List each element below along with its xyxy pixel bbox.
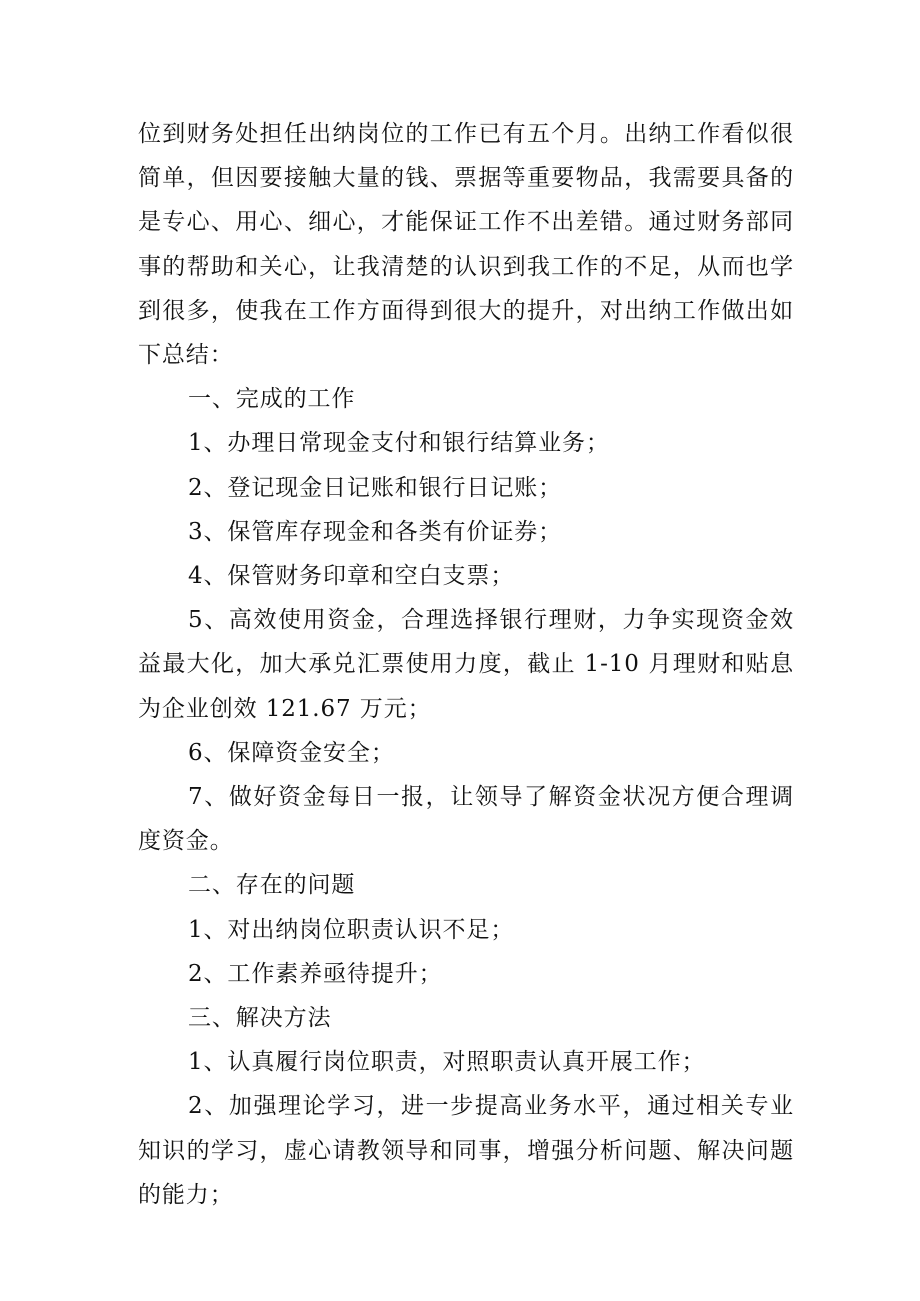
intro-paragraph: 位到财务处担任出纳岗位的工作已有五个月。出纳工作看似很简单，但因要接触大量的钱、票据等重要物品，我需要具备的是专心、用心、细心，才能保证工作不出差错。通过财务部同事的帮助和关心，让我清楚的认识到我工作的不足，从而也学到很多，使我在工作方面得到很大的提升，对出纳工作做出如下总结： xyxy=(138,121,794,369)
section-heading-problems: 二、存在的问题 xyxy=(188,872,356,899)
document-body xyxy=(138,112,794,1217)
list-item: 1、对出纳岗位职责认识不足； xyxy=(188,916,515,943)
list-item: 1、认真履行岗位职责，对照职责认真开展工作； xyxy=(188,1049,706,1076)
list-item: 3、保管库存现金和各类有价证券； xyxy=(188,518,563,545)
list-item: 6、保障资金安全； xyxy=(188,739,395,766)
list-item: 7、做好资金每日一报，让领导了解资金状况方便合理调度资金。 xyxy=(138,784,794,855)
section-heading-completed-work: 一、完成的工作 xyxy=(188,386,356,413)
section-heading-solutions: 三、解决方法 xyxy=(188,1005,332,1032)
list-item: 2、登记现金日记账和银行日记账； xyxy=(188,474,563,501)
list-item: 5、高效使用资金，合理选择银行理财，力争实现资金效益最大化，加大承兑汇票使用力度，截止 1-10 月理财和贴息为企业创效 121.67 万元； xyxy=(138,607,794,722)
list-item: 1、办理日常现金支付和银行结算业务； xyxy=(188,430,610,457)
list-item: 2、加强理论学习，进一步提高业务水平，通过相关专业知识的学习，虚心请教领导和同事，增强分析问题、解决问题的能力； xyxy=(138,1093,794,1208)
list-item: 4、保管财务印章和空白支票； xyxy=(188,563,515,590)
list-item: 2、工作素养亟待提升； xyxy=(188,960,443,987)
